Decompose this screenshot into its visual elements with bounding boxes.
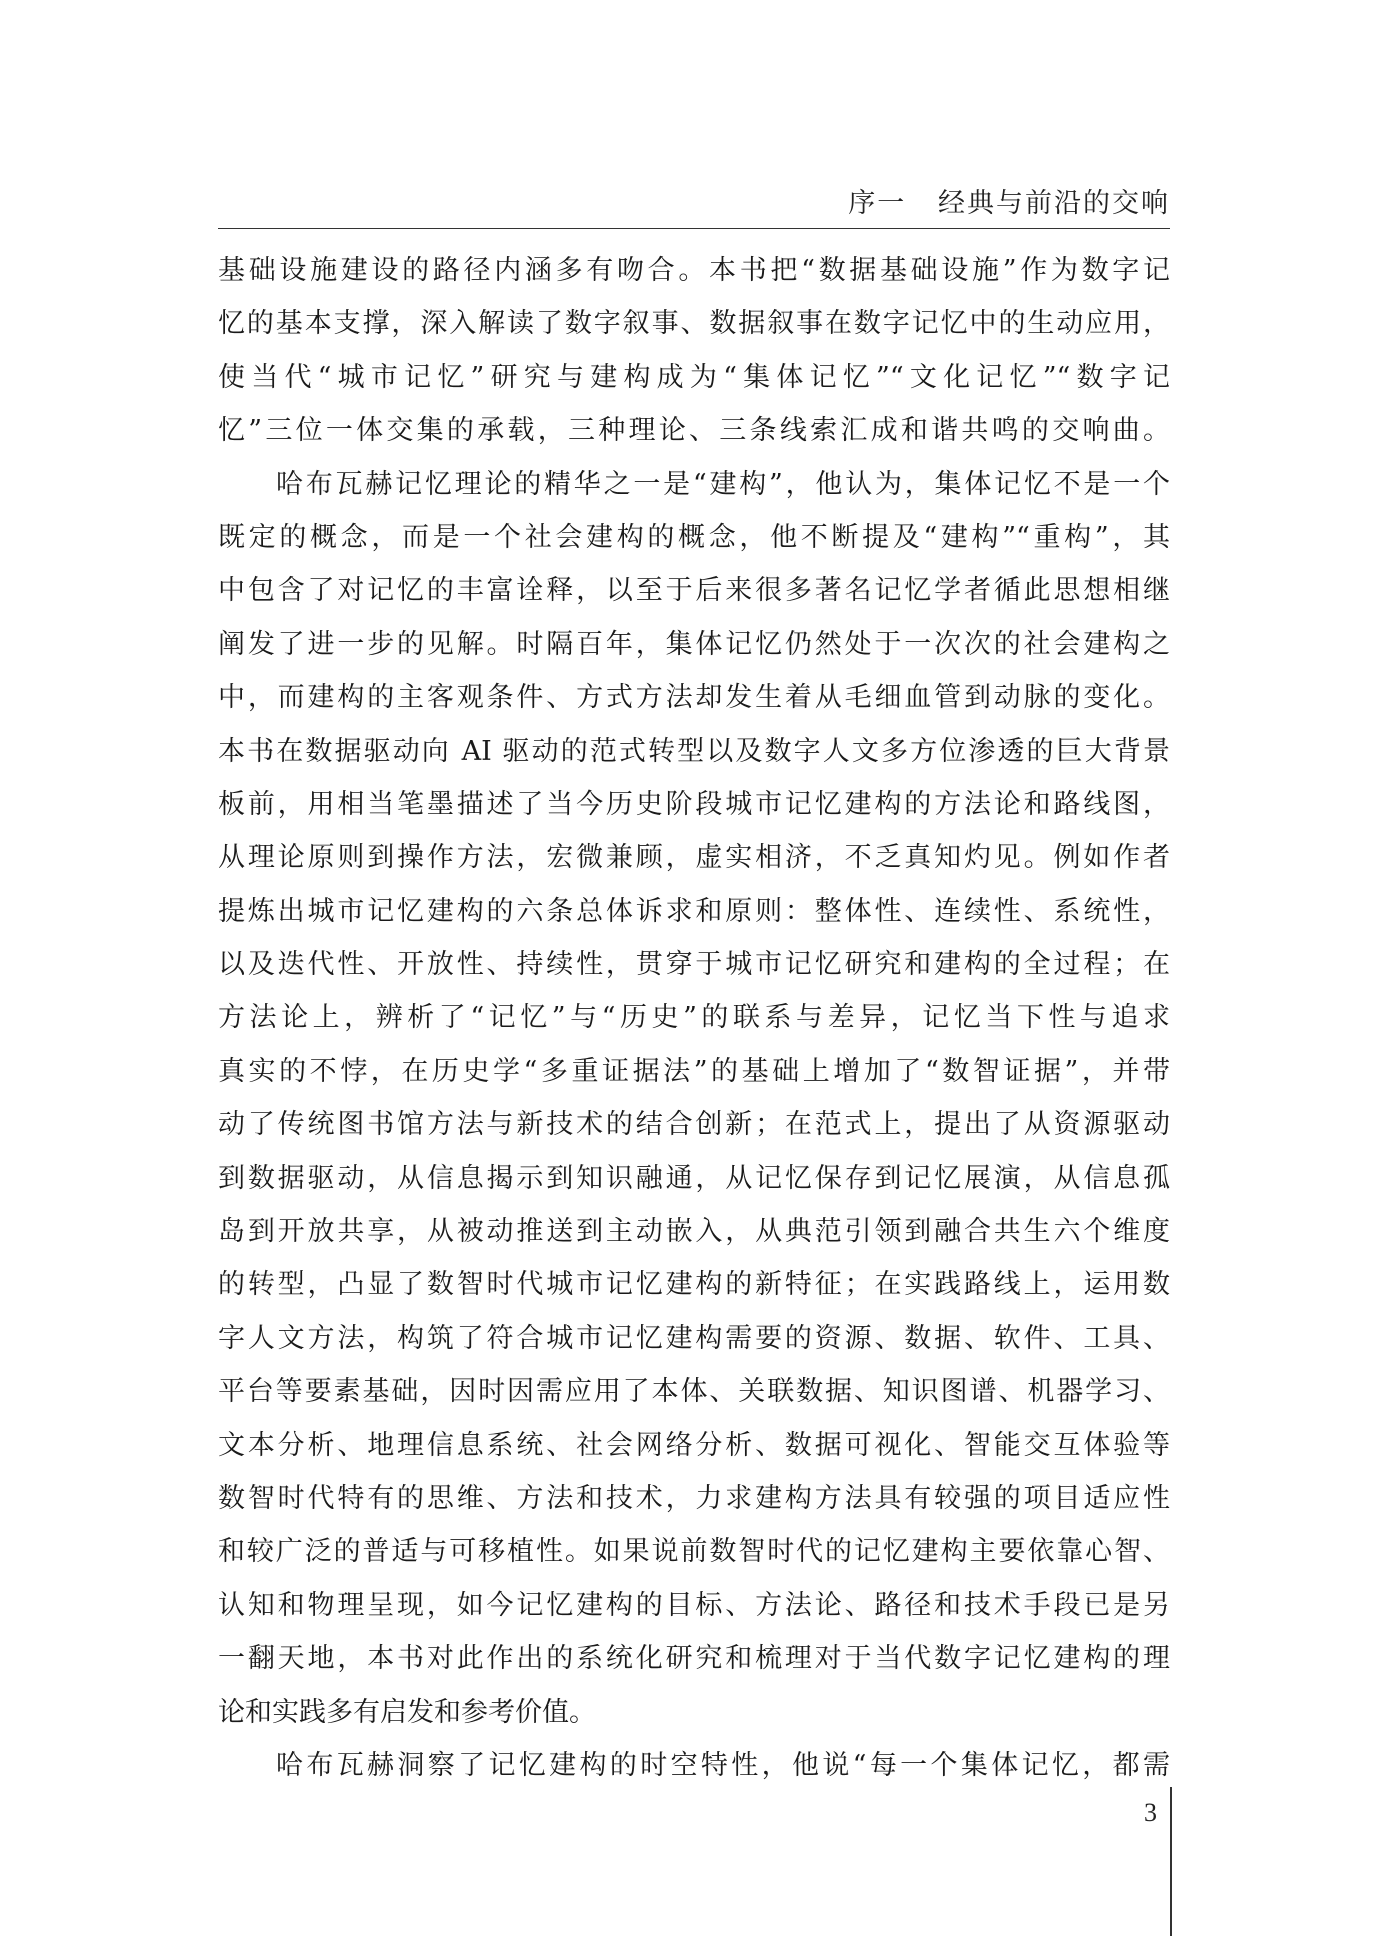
text-line: 方法论上，辨析了“记忆”与“历史”的联系与差异，记忆当下性与追求 — [218, 1002, 1170, 1034]
text-line: 阐发了进一步的见解。时隔百年，集体记忆仍然处于一次次的社会建构之 — [218, 628, 1170, 660]
text-line: 一翻天地，本书对此作出的系统化研究和梳理对于当代数字记忆建构的理 — [218, 1643, 1170, 1675]
text-line: 到数据驱动，从信息揭示到知识融通，从记忆保存到记忆展演，从信息孤 — [218, 1162, 1170, 1194]
text-line: 板前，用相当笔墨描述了当今历史阶段城市记忆建构的方法论和路线图， — [218, 788, 1170, 820]
text-line: 使当代“城市记忆”研究与建构成为“集体记忆”“文化记忆”“数字记 — [218, 361, 1170, 393]
paragraph-first-line: 哈布瓦赫洞察了记忆建构的时空特性，他说“每一个集体记忆，都需 — [276, 1749, 1170, 1781]
text-line: 既定的概念，而是一个社会建构的概念，他不断提及“建构”“重构”，其 — [218, 521, 1170, 553]
text-line: 岛到开放共享，从被动推送到主动嵌入，从典范引领到融合共生六个维度 — [218, 1216, 1170, 1248]
text-line: 忆的基本支撑，深入解读了数字叙事、数据叙事在数字记忆中的生动应用， — [218, 308, 1170, 340]
text-line: 认知和物理呈现，如今记忆建构的目标、方法论、路径和技术手段已是另 — [218, 1589, 1170, 1621]
body-text — [218, 244, 1170, 1792]
text-line: 平台等要素基础，因时因需应用了本体、关联数据、知识图谱、机器学习、 — [218, 1376, 1170, 1408]
page-number: 3 — [1144, 1798, 1157, 1827]
paragraph-first-line: 哈布瓦赫记忆理论的精华之一是“建构”，他认为，集体记忆不是一个 — [276, 468, 1170, 500]
text-line: 字人文方法，构筑了符合城市记忆建构需要的资源、数据、软件、工具、 — [218, 1322, 1170, 1354]
text-line: 本书在数据驱动向 AI 驱动的范式转型以及数字人文多方位渗透的巨大背景 — [218, 735, 1170, 767]
text-line: 以及迭代性、开放性、持续性，贯穿于城市记忆研究和建构的全过程；在 — [218, 949, 1170, 981]
text-line: 中，而建构的主客观条件、方式方法却发生着从毛细血管到动脉的变化。 — [218, 682, 1170, 714]
text-line: 数智时代特有的思维、方法和技术，力求建构方法具有较强的项目适应性 — [218, 1482, 1170, 1514]
running-header: 序一 经典与前沿的交响 — [848, 188, 1170, 219]
text-line: 真实的不悖，在历史学“多重证据法”的基础上增加了“数智证据”，并带 — [218, 1055, 1170, 1087]
text-line: 中包含了对记忆的丰富诠释，以至于后来很多著名记忆学者循此思想相继 — [218, 575, 1170, 607]
margin-rule — [1170, 1787, 1172, 1936]
text-line: 从理论原则到操作方法，宏微兼顾，虚实相济，不乏真知灼见。例如作者 — [218, 842, 1170, 874]
text-line: 动了传统图书馆方法与新技术的结合创新；在范式上，提出了从资源驱动 — [218, 1109, 1170, 1141]
text-line: 的转型，凸显了数智时代城市记忆建构的新特征；在实践路线上，运用数 — [218, 1269, 1170, 1301]
text-line: 提炼出城市记忆建构的六条总体诉求和原则：整体性、连续性、系统性， — [218, 895, 1170, 927]
text-line: 文本分析、地理信息系统、社会网络分析、数据可视化、智能交互体验等 — [218, 1429, 1170, 1461]
paragraph-last-line: 论和实践多有启发和参考价值。 — [218, 1696, 596, 1728]
text-line: 基础设施建设的路径内涵多有吻合。本书把“数据基础设施”作为数字记 — [218, 255, 1170, 286]
header-rule — [218, 228, 1170, 229]
text-line: 忆”三位一体交集的承载，三种理论、三条线索汇成和谐共鸣的交响曲。 — [218, 415, 1170, 447]
text-line: 和较广泛的普适与可移植性。如果说前数智时代的记忆建构主要依靠心智、 — [218, 1536, 1170, 1568]
